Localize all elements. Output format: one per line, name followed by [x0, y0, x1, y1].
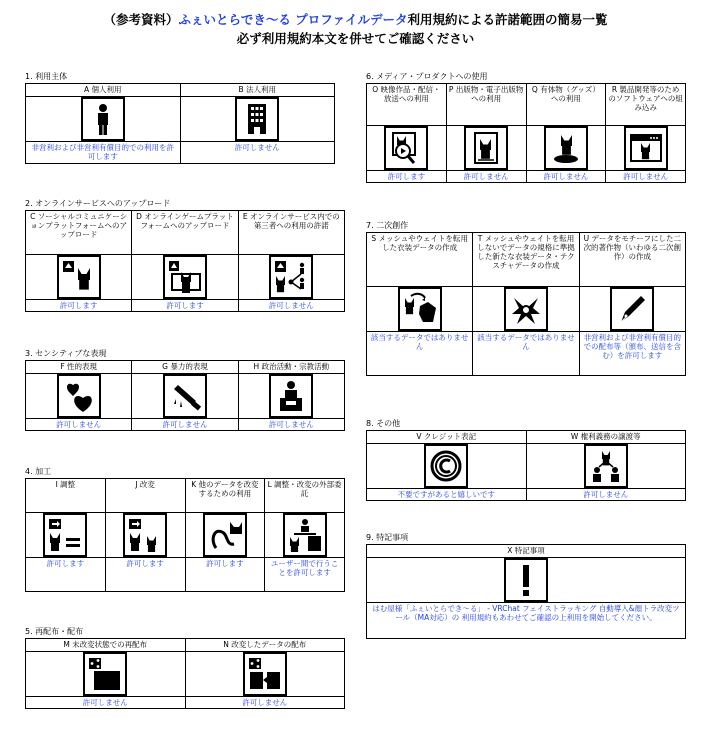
cell-caption: G 暴力的表現: [132, 361, 237, 374]
section-title: 2. オンラインサービスへのアップロード: [25, 199, 171, 208]
permission-cell: [26, 211, 131, 311]
permission-cell: [26, 84, 180, 163]
podium-icon: [269, 374, 313, 418]
cell-result: 非営利および非営利有償目的での配布等（頒布、送信を含む）を許可します: [580, 331, 685, 375]
adjust-icon: [43, 513, 87, 557]
share-cats-icon: [243, 652, 287, 696]
cell-caption: O 映像作品・配信・放送への利用: [367, 84, 446, 126]
cell-result: 許可します: [367, 170, 446, 182]
icon-area: [527, 444, 686, 488]
icon-area: [473, 287, 578, 331]
icon-area: [606, 126, 685, 170]
page-title: （参考資料）ふぇいとらでき～る プロファイルデータ利用規約による許諾範囲の簡易一覧: [103, 12, 608, 27]
icon-area: [132, 374, 237, 418]
cell-result: 許可しません: [527, 488, 686, 500]
tail-icon: [203, 513, 247, 557]
section-s1: [25, 71, 335, 164]
section-s6: [366, 71, 686, 183]
icon-area: [26, 374, 131, 418]
permission-cell: [367, 233, 472, 375]
permission-cell: [472, 233, 578, 375]
cell-result: 許可しません: [132, 418, 237, 430]
icon-area: [239, 255, 344, 299]
cell-caption: W 権利義務の譲渡等: [527, 431, 686, 444]
cell-caption: V クレジット表記: [367, 431, 526, 444]
permission-cell: [185, 639, 345, 708]
cell-caption: P 出版物・電子出版物への利用: [447, 84, 526, 126]
icon-area: [186, 652, 345, 696]
cell-result: 許可しません: [239, 418, 344, 430]
cell-result: 許可します: [26, 557, 105, 591]
cell-caption: S メッシュやウェイトを転用した衣装データの作成: [367, 233, 472, 287]
permission-cell: [264, 479, 344, 591]
icon-area: [527, 126, 606, 170]
icon-area: [181, 97, 335, 141]
modify-icon: [123, 513, 167, 557]
cell-caption: X 特記事項: [367, 545, 685, 558]
icon-area: [186, 513, 265, 557]
permission-cell: [579, 233, 685, 375]
permission-cell: [26, 361, 131, 430]
cell-result: 許可します: [106, 557, 185, 591]
cell-result: 該当するデータではありません: [473, 331, 578, 375]
icon-area: [26, 97, 180, 141]
cell-caption: M 未改変状態での再配布: [26, 639, 185, 652]
bow-icon: [504, 287, 548, 331]
section-s8: [366, 418, 686, 501]
permission-grid: [25, 210, 345, 312]
permission-cell: [26, 479, 105, 591]
pen-icon: [610, 287, 654, 331]
icon-area: [367, 444, 526, 488]
section-s9: [366, 532, 686, 639]
icon-area: [580, 287, 685, 331]
cell-caption: H 政治活動・宗教活動: [239, 361, 344, 374]
page-subtitle: 必ず利用規約本文を併せてご確認ください: [236, 31, 475, 46]
cell-result: 不要ですがあると嬉しいです: [367, 488, 526, 500]
cell-result: 許可しません: [606, 170, 685, 182]
outsource-icon: [283, 513, 327, 557]
permission-cell: [526, 84, 606, 182]
icon-area: [106, 513, 185, 557]
icon-area: [447, 126, 526, 170]
copyright-icon: [424, 444, 468, 488]
transfer-icon: [584, 444, 628, 488]
cell-result: 非営利および非営利有償目的での利用を許可します: [26, 141, 180, 163]
person-icon: [81, 97, 125, 141]
product-name: ふぇいとらでき～る プロファイルデータ: [178, 12, 408, 27]
permission-grid: [366, 232, 686, 376]
icon-area: [26, 652, 185, 696]
figure-icon: [544, 126, 588, 170]
cell-caption: B 法人利用: [181, 84, 335, 97]
cell-result: 許可しません: [447, 170, 526, 182]
cell-result: 許可します: [26, 299, 131, 311]
upload-monitor-icon: [163, 255, 207, 299]
permission-grid: [25, 360, 345, 431]
cell-result: 許可しません: [239, 299, 344, 311]
icon-area: [239, 374, 344, 418]
permission-grid: [25, 478, 345, 592]
cell-caption: R 製品開発等のためのソフトウェアへの組み込み: [606, 84, 685, 126]
icon-area: [132, 255, 237, 299]
cell-result: 許可しません: [26, 418, 131, 430]
section-title: 9. 特記事項: [366, 533, 409, 542]
icon-area: [367, 287, 472, 331]
permission-cell: [526, 431, 686, 500]
permission-cell: [185, 479, 265, 591]
permission-grid: [366, 544, 686, 639]
section-title: 3. センシティブな表現: [25, 349, 107, 358]
permission-cell: [367, 431, 526, 500]
cell-caption: I 調整: [26, 479, 105, 513]
permission-cell: [605, 84, 685, 182]
cell-result: 許可しません: [26, 696, 185, 708]
cell-result: 許可しません: [527, 170, 606, 182]
cell-caption: T メッシュやウェイトを転用しないでデータの規格に準拠した新たな衣装データ・テクスチャデータの作成: [473, 233, 578, 287]
cell-caption: C ソーシャルコミュニケーションプラットフォームへのアップロード: [26, 211, 131, 255]
permission-cell: [131, 211, 237, 311]
icon-area: [367, 126, 446, 170]
section-s7: [366, 220, 686, 376]
book-icon: [464, 126, 508, 170]
section-title: 7. 二次創作: [366, 221, 409, 230]
permission-cell: [367, 545, 685, 638]
hearts-icon: [57, 374, 101, 418]
cell-caption: K 他のデータを改変するための利用: [186, 479, 265, 513]
cell-caption: E オンラインサービス内での第三者への利用の許諾: [239, 211, 344, 255]
cell-caption: J 改変: [106, 479, 185, 513]
building-icon: [235, 97, 279, 141]
cell-result: 該当するデータではありません: [367, 331, 472, 375]
permission-cell: [238, 361, 344, 430]
section-title: 8. その他: [366, 419, 401, 428]
permission-cell: [105, 479, 185, 591]
cell-result: 許可します: [186, 557, 265, 591]
permission-grid: [25, 83, 335, 164]
knife-icon: [163, 374, 207, 418]
section-s3: [25, 348, 345, 431]
cell-caption: A 個人利用: [26, 84, 180, 97]
cell-result: 許可します: [132, 299, 237, 311]
permission-grid: [366, 430, 686, 501]
section-title: 4. 加工: [25, 467, 52, 476]
cell-result: 許可しません: [181, 141, 335, 163]
cell-caption: F 性的表現: [26, 361, 131, 374]
section-s5: [25, 626, 345, 709]
window-icon: [624, 126, 668, 170]
cell-result: ユーザー間で行うことを許可します: [265, 557, 344, 591]
cell-caption: L 調整・改変の外部委託: [265, 479, 344, 513]
section-s2: [25, 198, 345, 312]
section-title: 1. 利用主体: [25, 72, 68, 81]
icon-area: [26, 513, 105, 557]
permission-cell: [238, 211, 344, 311]
permission-grid: [25, 638, 345, 709]
cell-caption: Q 有体物（グッズ）への利用: [527, 84, 606, 126]
permission-cell: [446, 84, 526, 182]
section-title: 5. 再配布・配布: [25, 627, 84, 636]
cell-result: はむ屋様「ふぇいとらでき～る」 - VRChat フェイストラッキング 自動導入&顔トラ改変ツール（MA対応）の 利用規約もあわせてご確認の上利用を開始してください。: [367, 602, 685, 638]
cell-result: 許可しません: [186, 696, 345, 708]
share-people-icon: [269, 255, 313, 299]
permission-cell: [26, 639, 185, 708]
section-title: 6. メディア・プロダクトへの使用: [366, 72, 488, 81]
permission-grid: [366, 83, 686, 183]
clothes-icon: [398, 287, 442, 331]
icon-area: [26, 255, 131, 299]
permission-cell: [180, 84, 335, 163]
cell-caption: U データをモチーフにした二次的著作物（いわゆる二次創作）の作成: [580, 233, 685, 287]
icon-area: [367, 558, 685, 602]
share-cat-icon: [83, 652, 127, 696]
upload-cat-icon: [57, 255, 101, 299]
icon-area: [265, 513, 344, 557]
cell-caption: N 改変したデータの配布: [186, 639, 345, 652]
video-icon: [384, 126, 428, 170]
permission-cell: [131, 361, 237, 430]
exclamation-icon: [504, 558, 548, 602]
cell-caption: D オンラインゲームプラットフォームへのアップロード: [132, 211, 237, 255]
section-s4: [25, 466, 345, 592]
permission-cell: [367, 84, 446, 182]
